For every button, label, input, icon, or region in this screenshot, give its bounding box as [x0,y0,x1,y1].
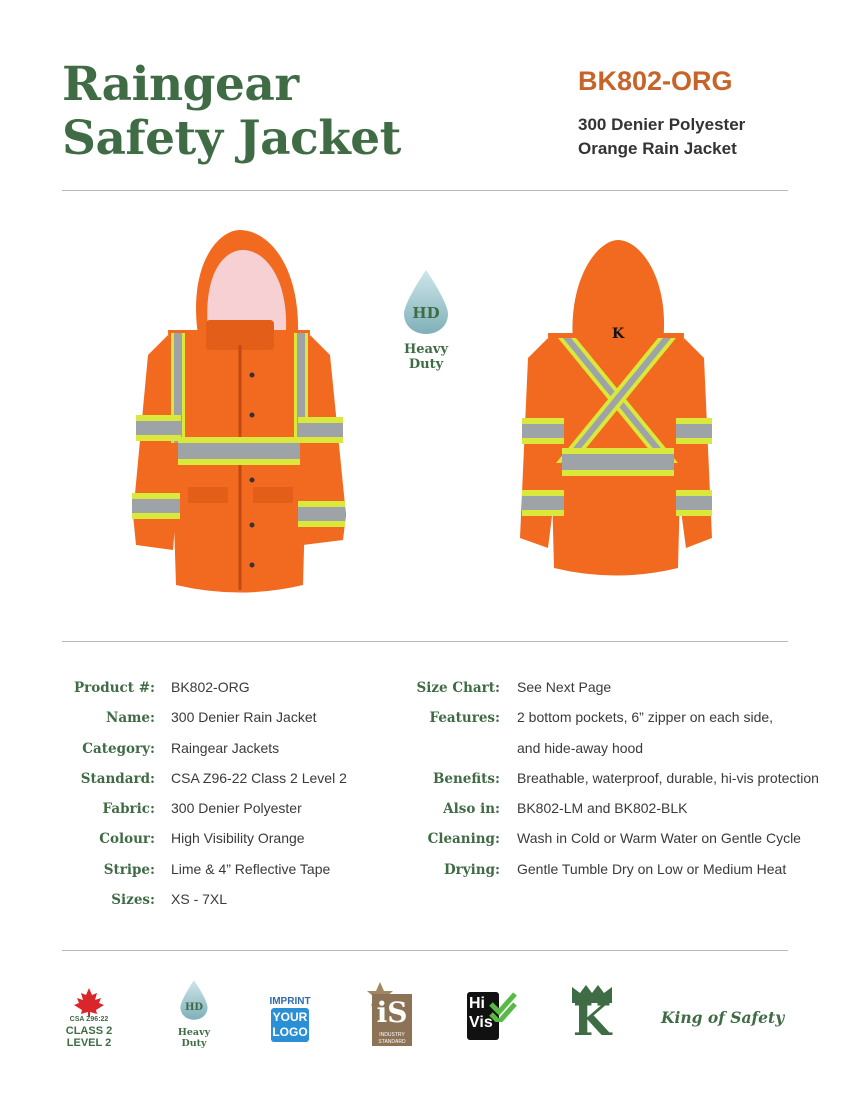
badge-line1: Heavy [403,342,449,357]
spec-row [62,677,392,707]
k-letter: K [572,995,612,1046]
heavy-duty-drop-icon [400,268,452,336]
spec-value: Wash in Cold or Warm Water on Gentle Cycle [517,830,801,847]
footer-hd-line1: Heavy [177,1027,211,1038]
spec-label: Cleaning: [427,831,500,848]
product-sku: BK802-ORG [578,66,733,96]
spec-value: 300 Denier Rain Jacket [171,709,317,726]
spec-row [62,707,392,737]
spec-row [380,828,810,858]
spec-value: Raingear Jackets [171,739,280,756]
spec-row [380,798,810,828]
csa-class-text: CLASS 2 [65,1025,113,1037]
spec-value: XS - 7XL [171,891,228,908]
specs-right [380,677,819,889]
spec-label: Category: [82,740,155,757]
check-icon [489,992,517,1022]
spec-row [62,889,392,919]
imprint-label: IMPRINT [269,996,311,1007]
footer-divider [62,950,788,951]
spec-row [380,768,819,798]
spec-row [62,859,392,889]
spec-label: Colour: [99,831,155,848]
spec-label: Size Chart: [416,680,500,696]
your-logo-line1: YOUR [272,1010,308,1024]
spec-row [380,859,810,889]
header-divider [62,190,788,191]
subtitle-line2: Orange Rain Jacket [578,139,737,158]
spec-label: Stripe: [103,861,155,878]
spec-label: Product #: [74,680,155,696]
spec-value: BK802-ORG [171,679,250,695]
spec-value: See Next Page [517,679,612,695]
spec-row [380,738,810,768]
csa-certification-logo [64,986,114,1052]
spec-row [62,768,392,798]
vis-text: Vis [469,1014,493,1031]
csa-level-text: LEVEL 2 [66,1037,112,1049]
your-logo-line2: LOGO [272,1025,308,1039]
spec-value: High Visibility Orange [171,830,305,847]
back-jacket-image [518,238,714,580]
subtitle-line1: 300 Denier Polyester [578,115,746,134]
page-title-line2: Safety Jacket [62,111,401,166]
spec-label: Name: [106,710,155,727]
footer-hd-line2: Duty [181,1038,207,1049]
spec-label: Benefits: [432,770,500,787]
maple-leaf-icon [64,986,114,1016]
csa-standard-text: CSA Z96:22 [69,1016,109,1023]
specs-left [62,677,392,919]
spec-value: 300 Denier Polyester [171,800,302,817]
back-k-logo: K [612,326,625,342]
industry-standard-logo [366,982,414,1048]
spec-label: Drying: [443,861,500,878]
imprint-your-logo-badge [266,996,314,1042]
k-brand-logo [570,983,614,1047]
spec-value: Gentle Tumble Dry on Low or Medium Heat [517,860,787,877]
spec-label: Fabric: [102,801,155,818]
spec-label: Standard: [80,770,155,787]
hi-vis-logo [467,992,517,1040]
hi-text: Hi [469,995,485,1012]
spec-label: Features: [429,710,500,727]
spec-row [380,677,810,707]
spec-row [62,798,392,828]
badge-line2: Duty [408,357,444,372]
spec-label: Also in: [443,801,500,818]
spec-row [380,707,810,737]
page-title-line1: Raingear [62,57,299,112]
spec-value: 2 bottom pockets, 6” zipper on each side, [517,709,774,726]
industry-standard-mark: iS [376,996,408,1029]
spec-value: Lime & 4” Reflective Tape [171,860,331,877]
spec-row [62,828,392,858]
badge-hd-label: HD [412,304,440,322]
spec-value: CSA Z96-22 Class 2 Level 2 [171,769,347,786]
your-logo-box [271,1008,309,1042]
front-jacket-image [128,225,350,600]
spec-value: BK802-LM and BK802-BLK [517,800,688,817]
spec-value: Breathable, waterproof, durable, hi-vis protection [517,769,819,786]
heavy-duty-small-drop-icon [178,978,210,1022]
spec-value: and hide-away hood [517,739,644,756]
image-divider [62,641,788,642]
brand-wordmark: King of Safety [661,1008,785,1027]
spec-label: Sizes: [111,892,155,909]
spec-row [62,738,392,768]
industry-standard-line2: STANDARD [378,1039,406,1045]
industry-standard-line1: INDUSTRY [379,1032,405,1038]
footer-hd-label: HD [184,1002,204,1013]
